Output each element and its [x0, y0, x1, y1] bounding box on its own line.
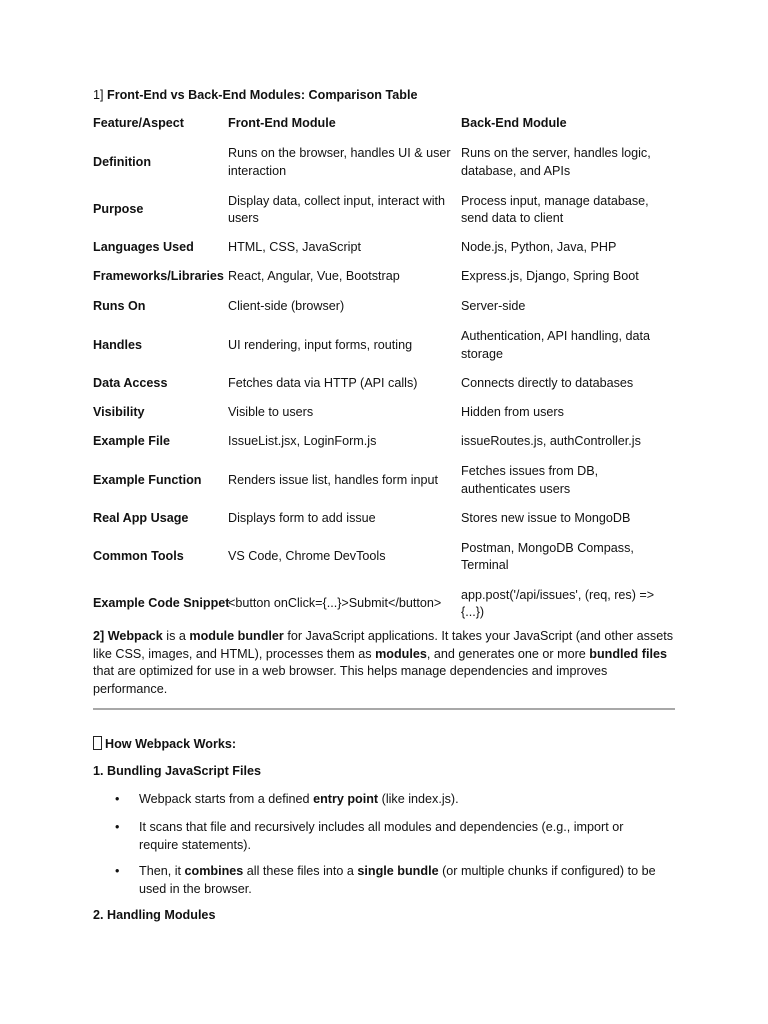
missing-glyph-icon	[93, 736, 102, 750]
row-feature: Languages Used	[93, 240, 194, 255]
bullet-text: Then, it	[139, 864, 185, 878]
bullet-bold: single bundle	[357, 864, 439, 878]
table-row	[93, 292, 675, 322]
para-bold: modules	[375, 646, 427, 661]
table-row	[93, 139, 675, 186]
table-row	[93, 234, 675, 262]
list-item	[115, 791, 658, 809]
row-backend: Runs on the server, handles logic, database, and APIs	[461, 146, 651, 178]
row-frontend: HTML, CSS, JavaScript	[228, 240, 361, 255]
bullet-icon: •	[115, 792, 120, 806]
table-row	[93, 427, 675, 457]
row-backend: app.post('/api/issues', (req, res) => {...})	[461, 587, 655, 619]
bullet-icon: •	[115, 820, 120, 834]
para-bold: bundled files	[589, 646, 667, 661]
row-backend: Server-side	[461, 299, 526, 314]
row-backend: Postman, MongoDB Compass, Terminal	[461, 540, 634, 572]
row-backend: Node.js, Python, Java, PHP	[461, 240, 617, 255]
row-backend: Connects directly to databases	[461, 375, 634, 390]
table-row	[93, 322, 675, 369]
row-feature: Common Tools	[93, 549, 184, 564]
para-text: , and generates one or more	[426, 646, 590, 661]
table-row	[93, 580, 675, 628]
row-backend: Authentication, API handling, data storage	[461, 329, 651, 361]
bullet-text: It scans that file and recursively includes all modules and dependencies (e.g., import or require statements).	[139, 820, 624, 852]
table-row	[93, 457, 675, 504]
row-frontend: Displays form to add issue	[228, 511, 376, 526]
horizontal-divider	[93, 708, 675, 710]
row-backend: Express.js, Django, Spring Boot	[461, 269, 639, 284]
row-backend: Fetches issues from DB, authenticates users	[461, 464, 599, 496]
how-title: How Webpack Works:	[105, 737, 237, 751]
header-feature: Feature/Aspect	[93, 116, 184, 131]
para-text: that are optimized for use in a web browser. This helps manage dependencies and improves performance.	[93, 664, 608, 696]
section-heading-1	[93, 87, 417, 105]
table-row	[93, 504, 675, 534]
para-text: for JavaScript applications. It takes your JavaScript (and other assets like CSS, images, and HTML), processes them as	[93, 629, 674, 661]
bullet-text: Webpack starts from a defined	[139, 792, 314, 806]
row-frontend: Client-side (browser)	[228, 299, 345, 314]
heading-number: 1]	[93, 88, 104, 102]
para-text: is a	[162, 629, 190, 643]
table-header-row	[93, 109, 675, 139]
header-backend: Back-End Module	[461, 116, 567, 131]
row-feature: Visibility	[93, 404, 145, 419]
row-feature: Example File	[93, 434, 170, 449]
comparison-table	[93, 109, 675, 628]
row-frontend: UI rendering, input forms, routing	[228, 337, 413, 352]
row-frontend: Renders issue list, handles form input	[228, 472, 438, 487]
list-item	[115, 863, 658, 899]
row-feature: Runs On	[93, 299, 146, 314]
header-frontend: Front-End Module	[228, 116, 336, 131]
row-frontend: Fetches data via HTTP (API calls)	[228, 375, 418, 390]
row-feature: Purpose	[93, 202, 144, 217]
bullet-bold: entry point	[313, 792, 379, 806]
bullet-icon: •	[115, 864, 120, 878]
row-feature: Example Function	[93, 472, 202, 487]
bullet-text: all these files into a	[243, 864, 358, 878]
row-feature: Data Access	[93, 375, 168, 390]
para-number: 2]	[93, 629, 105, 643]
subsection-title-2: 2. Handling Modules	[93, 908, 216, 922]
heading-title: Front-End vs Back-End Modules: Comparison Table	[107, 88, 418, 102]
row-feature: Frameworks/Libraries	[93, 269, 224, 284]
bullet-text: (or multiple chunks if configured) to be used in the browser.	[139, 864, 656, 896]
row-feature: Handles	[93, 337, 142, 352]
row-frontend: Display data, collect input, interact with users	[228, 193, 445, 225]
table-row	[93, 534, 675, 580]
row-backend: Hidden from users	[461, 404, 564, 419]
row-feature: Definition	[93, 154, 152, 169]
subsection-title-1: 1. Bundling JavaScript Files	[93, 764, 261, 778]
webpack-paragraph	[93, 628, 678, 698]
para-term: Webpack	[107, 629, 163, 643]
row-frontend: Runs on the browser, handles UI & user interaction	[228, 146, 451, 178]
row-frontend: Visible to users	[228, 404, 314, 419]
row-frontend: IssueList.jsx, LoginForm.js	[228, 434, 377, 449]
table-row	[93, 186, 675, 234]
table-row	[93, 369, 675, 398]
how-webpack-works-heading	[93, 736, 236, 754]
bullet-bold: combines	[184, 864, 244, 878]
table-row	[93, 262, 675, 292]
row-feature: Example Code Snippet	[93, 596, 230, 611]
row-feature: Real App Usage	[93, 511, 189, 526]
list-item	[115, 819, 658, 855]
row-backend: Stores new issue to MongoDB	[461, 511, 631, 526]
table-row	[93, 398, 675, 427]
row-frontend: VS Code, Chrome DevTools	[228, 549, 386, 564]
row-frontend: React, Angular, Vue, Bootstrap	[228, 269, 400, 284]
row-backend: Process input, manage database, send data to client	[461, 193, 649, 225]
row-frontend: <button onClick={...}>Submit</button>	[228, 596, 442, 611]
row-backend: issueRoutes.js, authController.js	[461, 434, 641, 449]
para-bold: module bundler	[189, 629, 284, 643]
bullet-text: (like index.js).	[378, 792, 459, 806]
